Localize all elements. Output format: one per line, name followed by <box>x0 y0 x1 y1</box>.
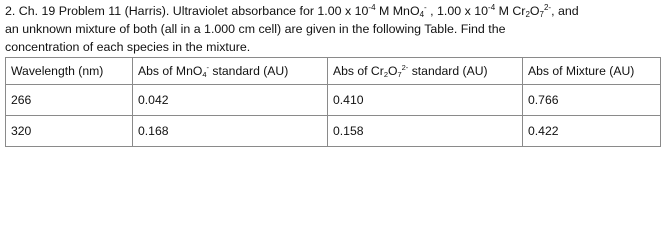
problem-statement <box>5 2 668 56</box>
subscript: 7 <box>397 70 402 79</box>
dichromate-text: M Cr <box>495 4 526 18</box>
table-row <box>6 85 661 116</box>
header-text: Abs of Cr <box>333 64 384 78</box>
problem-line-1-intro: 2. Ch. 19 Problem 11 (Harris). Ultraviolet absorbance for 1.00 x 10 <box>5 4 369 18</box>
header-mixture: Abs of Mixture (AU) <box>523 58 661 85</box>
cell-mixture: 0.422 <box>523 116 661 147</box>
subscript: 2 <box>525 10 530 19</box>
table-header-row <box>6 58 661 85</box>
header-cr2o7-standard <box>328 58 523 85</box>
cell-cr2o7: 0.410 <box>328 85 523 116</box>
absorbance-table <box>5 57 661 147</box>
header-text: standard (AU) <box>408 64 488 78</box>
header-text: O <box>387 64 398 78</box>
cell-mno4: 0.042 <box>133 85 328 116</box>
header-text: standard (AU) <box>209 64 289 78</box>
exponent: -4 <box>488 3 496 12</box>
subscript: 2 <box>383 70 388 79</box>
problem-line-1-end: , and <box>551 4 579 18</box>
header-mno4-standard <box>133 58 328 85</box>
cell-cr2o7: 0.158 <box>328 116 523 147</box>
exponent: -4 <box>368 3 376 12</box>
problem-line-2: an unknown mixture of both (all in a 1.000 cm cell) are given in the following Table. Find the <box>5 22 506 36</box>
cell-wavelength: 266 <box>6 85 133 116</box>
dichromate-text: O <box>529 4 540 18</box>
problem-line-1 <box>5 2 668 20</box>
header-text: Abs of MnO <box>138 64 203 78</box>
table-row <box>6 116 661 147</box>
subscript: 4 <box>202 70 207 79</box>
cell-wavelength: 320 <box>6 116 133 147</box>
concentration-text: , 1.00 x 10 <box>426 4 489 18</box>
problem-line-3: concentration of each species in the mixture. <box>5 40 251 54</box>
header-wavelength: Wavelength (nm) <box>6 58 133 85</box>
charge-superscript: 2- <box>543 3 552 12</box>
permanganate-text: M MnO <box>375 4 420 18</box>
cell-mno4: 0.168 <box>133 116 328 147</box>
charge-superscript: 2- <box>401 63 409 72</box>
subscript: 7 <box>539 10 544 19</box>
subscript: 4 <box>419 10 425 19</box>
charge-superscript: - <box>206 63 210 72</box>
charge-superscript: - <box>424 3 427 12</box>
cell-mixture: 0.766 <box>523 85 661 116</box>
